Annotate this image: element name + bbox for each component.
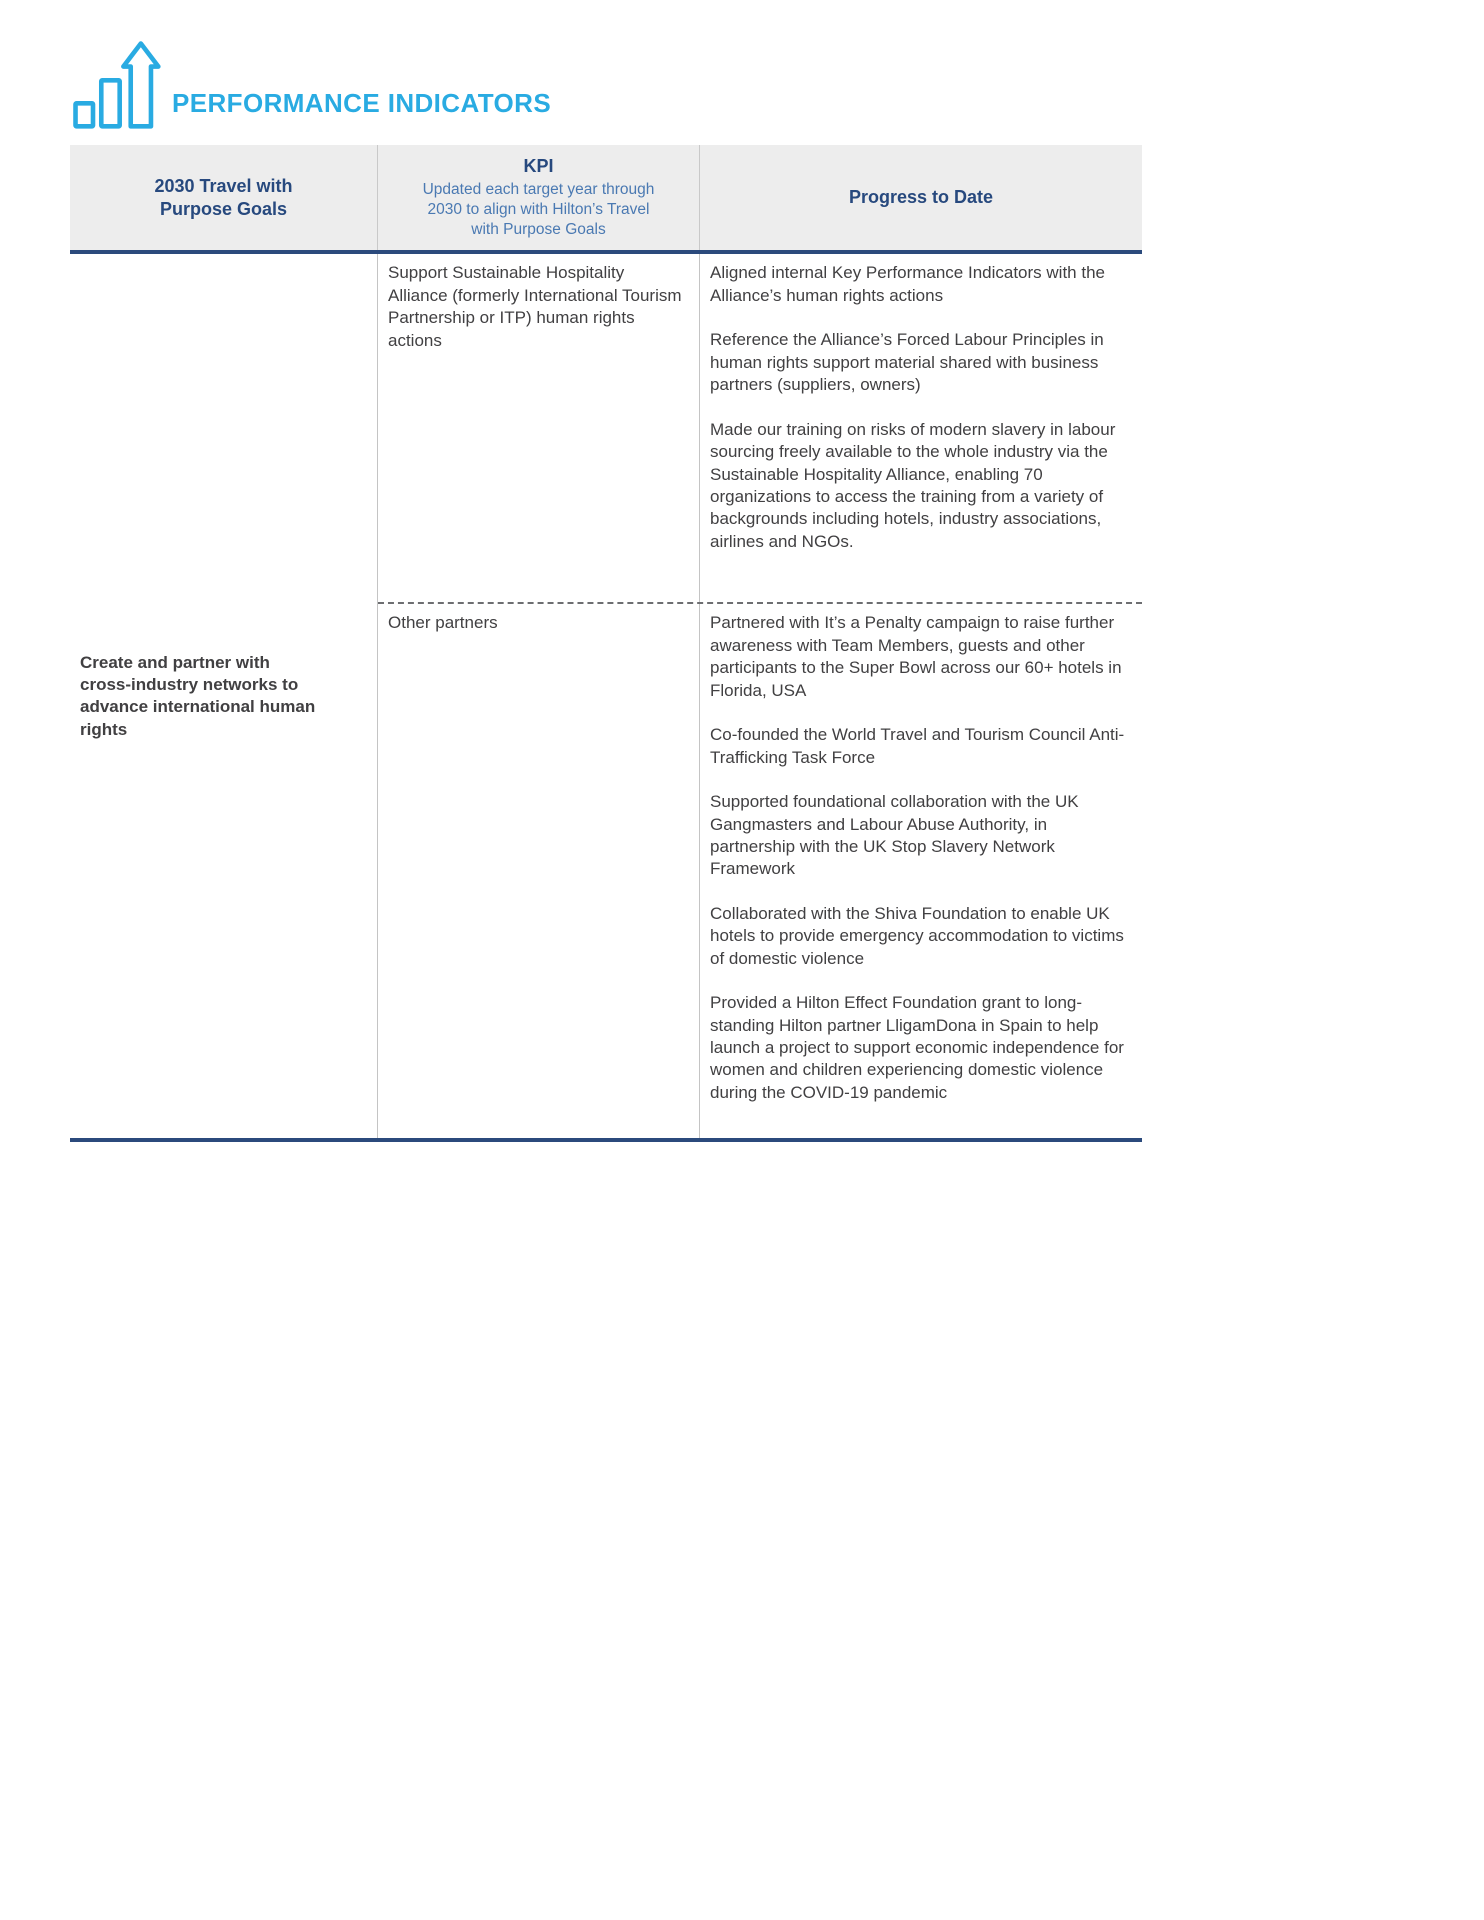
kpi-cell-1 <box>378 254 700 602</box>
progress-paragraph: Reference the Alliance’s Forced Labour Principles in human rights support material shared with business partners (suppliers, owners) <box>710 330 1104 395</box>
progress-paragraph: Provided a Hilton Effect Foundation grant to long-standing Hilton partner LligamDona in Spain to help launch a project to support economic independence for women and children experiencing domestic violence during the COVID-19 pandemic <box>710 993 1124 1102</box>
goals-header-label: 2030 Travel with Purpose Goals <box>154 175 293 219</box>
goal-text: Create and partner with cross-industry networks to advance international human rights <box>80 652 316 739</box>
sub-row-1 <box>378 254 1142 602</box>
kpi-header-label: KPI <box>523 156 554 176</box>
performance-indicators-table <box>70 145 1142 1142</box>
table-body-row <box>70 254 1142 1142</box>
col-header-kpi <box>378 145 700 250</box>
progress-cell-1 <box>700 254 1142 602</box>
col-header-goals <box>70 145 378 250</box>
sub-row-2 <box>378 604 1142 1138</box>
progress-paragraph: Supported foundational collaboration with the UK Gangmasters and Labour Abuse Authority, in partnership with the UK Stop Slavery Network Framework <box>710 792 1079 879</box>
goal-cell <box>70 254 378 1138</box>
progress-paragraph: Co-founded the World Travel and Tourism Council Anti-Trafficking Task Force <box>710 725 1125 767</box>
kpi-progress-section <box>378 254 1142 1138</box>
table-header-row <box>70 145 1142 254</box>
progress-paragraph: Aligned internal Key Performance Indicators with the Alliance’s human rights actions <box>710 263 1105 305</box>
progress-cell-2 <box>700 604 1142 1138</box>
progress-paragraph: Made our training on risks of modern slavery in labour sourcing freely available to the whole industry via the Sustainable Hospitality Alliance, enabling 70 organizations to access the training from a variety of backgrounds including hotels, industry associations, airlines and NGOs. <box>710 419 1116 551</box>
progress-header-label: Progress to Date <box>848 187 994 208</box>
page-title: PERFORMANCE INDICATORS <box>172 88 552 118</box>
progress-paragraph: Collaborated with the Shiva Foundation to enable UK hotels to provide emergency accommodation to victims of domestic violence <box>710 903 1124 968</box>
col-header-progress <box>700 145 1142 250</box>
progress-paragraph: Partnered with It’s a Penalty campaign to raise further awareness with Team Members, guests and other participants to the Super Bowl across our 60+ hotels in Florida, USA <box>710 613 1122 700</box>
kpi-cell-2 <box>378 604 700 1138</box>
kpi-header-subtitle: Updated each target year through 2030 to align with Hilton’s Travel with Purpose Goals <box>422 181 655 239</box>
bar-chart-growth-icon <box>70 36 162 132</box>
kpi-text: Other partners <box>388 613 498 633</box>
kpi-text: Support Sustainable Hospitality Alliance (formerly International Tourism Partnership or ITP) human rights actions <box>388 263 682 350</box>
